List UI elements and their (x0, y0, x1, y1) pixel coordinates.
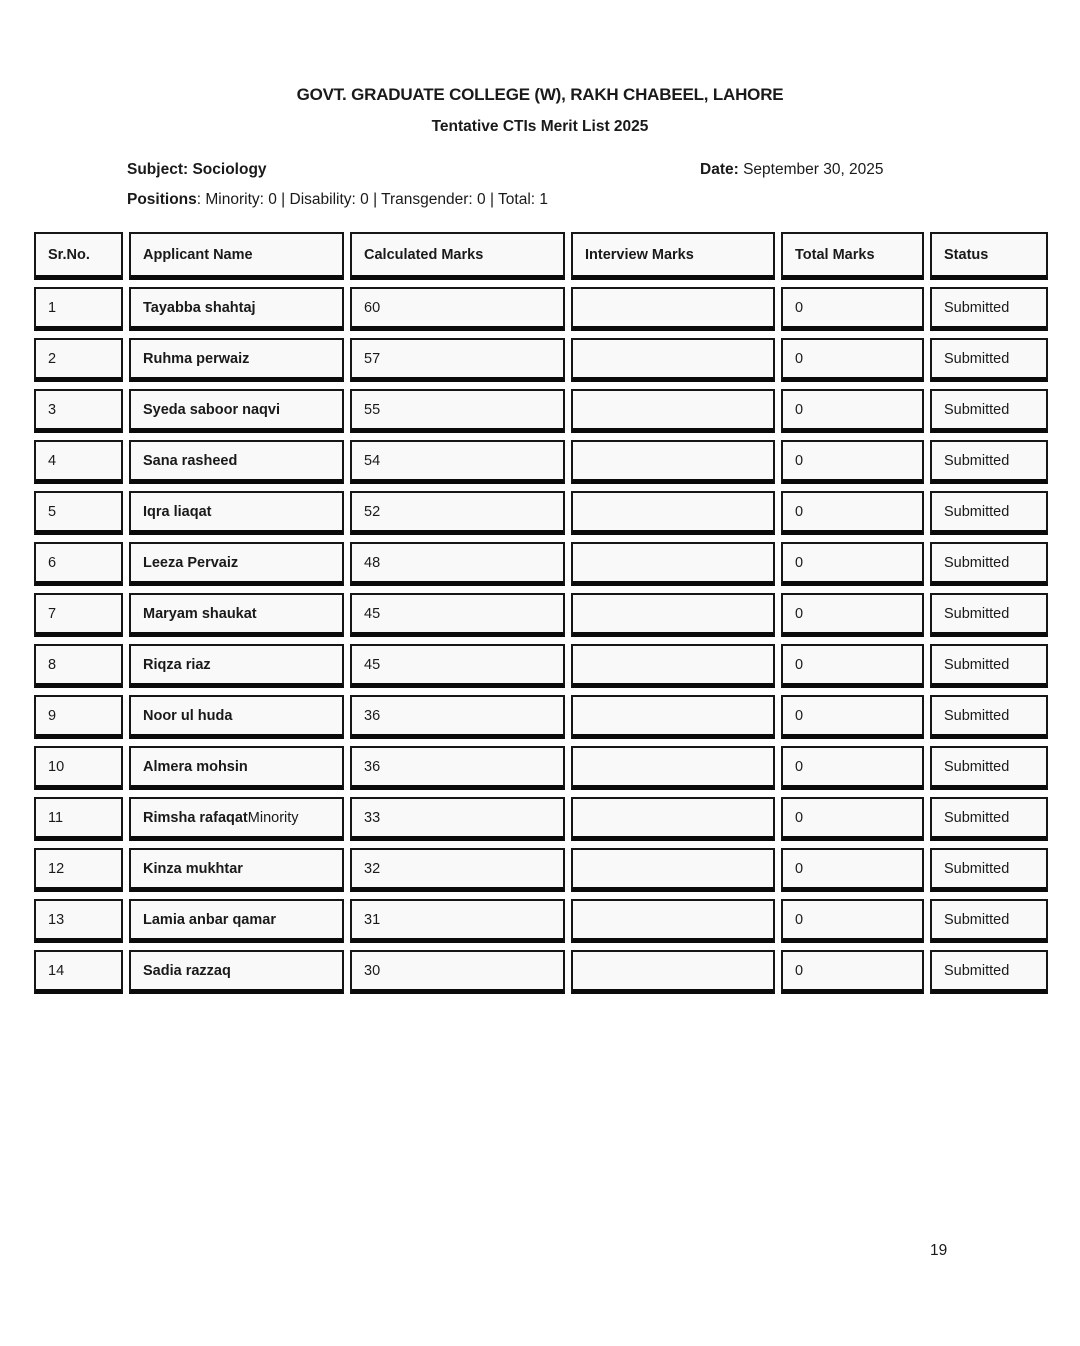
applicant-name: Iqra liaqat (143, 503, 212, 520)
document-subtitle: Tentative CTIs Merit List 2025 (431, 118, 649, 135)
positions-line (127, 191, 548, 209)
srno-cell: 6 (34, 542, 123, 586)
calculated-marks-cell: 57 (350, 338, 565, 382)
calculated-marks-cell: 33 (350, 797, 565, 841)
status-cell: Submitted (930, 797, 1048, 841)
total-marks-cell: 0 (781, 389, 924, 433)
interview-marks-cell (571, 746, 775, 790)
column-header-calculated-marks: Calculated Marks (350, 232, 565, 280)
status-cell: Submitted (930, 440, 1048, 484)
srno-cell: 1 (34, 287, 123, 331)
srno-cell: 3 (34, 389, 123, 433)
calculated-marks-cell: 52 (350, 491, 565, 535)
calculated-marks-cell: 54 (350, 440, 565, 484)
applicant-name-suffix: Minority (247, 809, 299, 826)
date-line (700, 161, 884, 179)
interview-marks-cell (571, 695, 775, 739)
subject-date-row (127, 161, 957, 183)
subject-label: Subject: (127, 161, 189, 178)
total-marks-cell: 0 (781, 593, 924, 637)
applicant-name-cell (129, 695, 344, 739)
column-header-total-marks: Total Marks (781, 232, 924, 280)
status-cell: Submitted (930, 695, 1048, 739)
calculated-marks-cell: 36 (350, 746, 565, 790)
status-cell: Submitted (930, 746, 1048, 790)
total-marks-cell: 0 (781, 797, 924, 841)
status-cell: Submitted (930, 491, 1048, 535)
status-cell: Submitted (930, 338, 1048, 382)
srno-cell: 12 (34, 848, 123, 892)
status-cell: Submitted (930, 542, 1048, 586)
applicant-name: Ruhma perwaiz (143, 350, 250, 367)
srno-cell: 13 (34, 899, 123, 943)
applicant-name: Syeda saboor naqvi (143, 401, 280, 418)
page-number: 19 (930, 1242, 948, 1259)
applicant-name-cell (129, 287, 344, 331)
srno-cell: 14 (34, 950, 123, 994)
calculated-marks-cell: 31 (350, 899, 565, 943)
applicant-name-cell (129, 542, 344, 586)
interview-marks-cell (571, 797, 775, 841)
applicant-name-cell (129, 491, 344, 535)
merit-table (34, 232, 1048, 994)
calculated-marks-cell: 45 (350, 593, 565, 637)
applicant-name: Maryam shaukat (143, 605, 257, 622)
interview-marks-cell (571, 593, 775, 637)
srno-cell: 2 (34, 338, 123, 382)
status-cell: Submitted (930, 389, 1048, 433)
applicant-name-cell (129, 644, 344, 688)
column-header-status: Status (930, 232, 1048, 280)
positions-label: Positions (127, 191, 197, 208)
calculated-marks-cell: 48 (350, 542, 565, 586)
total-marks-cell: 0 (781, 542, 924, 586)
applicant-name: Rimsha rafaqat (143, 809, 248, 826)
interview-marks-cell (571, 899, 775, 943)
srno-cell: 11 (34, 797, 123, 841)
srno-cell: 7 (34, 593, 123, 637)
applicant-name-cell (129, 797, 344, 841)
applicant-name-cell (129, 950, 344, 994)
applicant-name-cell (129, 746, 344, 790)
calculated-marks-cell: 45 (350, 644, 565, 688)
srno-cell: 4 (34, 440, 123, 484)
applicant-name: Tayabba shahtaj (143, 299, 256, 316)
applicant-name: Riqza riaz (143, 656, 211, 673)
column-header-interview-marks: Interview Marks (571, 232, 775, 280)
subject-line (127, 161, 267, 179)
applicant-name-cell (129, 848, 344, 892)
calculated-marks-cell: 36 (350, 695, 565, 739)
interview-marks-cell (571, 542, 775, 586)
applicant-name-cell (129, 440, 344, 484)
interview-marks-cell (571, 950, 775, 994)
positions-value: : Minority: 0 | Disability: 0 | Transgender: 0 | Total: 1 (196, 191, 548, 208)
calculated-marks-cell: 30 (350, 950, 565, 994)
total-marks-cell: 0 (781, 746, 924, 790)
applicant-name-cell (129, 899, 344, 943)
srno-cell: 10 (34, 746, 123, 790)
column-header-applicant-name: Applicant Name (129, 232, 344, 280)
interview-marks-cell (571, 848, 775, 892)
srno-cell: 5 (34, 491, 123, 535)
status-cell: Submitted (930, 644, 1048, 688)
total-marks-cell: 0 (781, 950, 924, 994)
interview-marks-cell (571, 644, 775, 688)
interview-marks-cell (571, 491, 775, 535)
total-marks-cell: 0 (781, 695, 924, 739)
calculated-marks-cell: 55 (350, 389, 565, 433)
interview-marks-cell (571, 338, 775, 382)
applicant-name: Kinza mukhtar (143, 860, 243, 877)
total-marks-cell: 0 (781, 338, 924, 382)
calculated-marks-cell: 60 (350, 287, 565, 331)
applicant-name: Lamia anbar qamar (143, 911, 276, 928)
applicant-name-cell (129, 389, 344, 433)
total-marks-cell: 0 (781, 899, 924, 943)
calculated-marks-cell: 32 (350, 848, 565, 892)
status-cell: Submitted (930, 287, 1048, 331)
applicant-name: Almera mohsin (143, 758, 248, 775)
applicant-name: Noor ul huda (143, 707, 233, 724)
status-cell: Submitted (930, 593, 1048, 637)
srno-cell: 8 (34, 644, 123, 688)
interview-marks-cell (571, 287, 775, 331)
status-cell: Submitted (930, 950, 1048, 994)
subject-value: Sociology (192, 161, 267, 178)
date-label: Date: (700, 161, 739, 178)
applicant-name-cell (129, 338, 344, 382)
interview-marks-cell (571, 440, 775, 484)
date-value: September 30, 2025 (743, 161, 884, 178)
total-marks-cell: 0 (781, 287, 924, 331)
document-title: GOVT. GRADUATE COLLEGE (W), RAKH CHABEEL, LAHORE (296, 85, 784, 104)
status-cell: Submitted (930, 848, 1048, 892)
total-marks-cell: 0 (781, 440, 924, 484)
applicant-name: Sana rasheed (143, 452, 238, 469)
srno-cell: 9 (34, 695, 123, 739)
column-header-srno: Sr.No. (34, 232, 123, 280)
applicant-name: Leeza Pervaiz (143, 554, 239, 571)
total-marks-cell: 0 (781, 848, 924, 892)
applicant-name: Sadia razzaq (143, 962, 231, 979)
applicant-name-cell (129, 593, 344, 637)
interview-marks-cell (571, 389, 775, 433)
status-cell: Submitted (930, 899, 1048, 943)
total-marks-cell: 0 (781, 491, 924, 535)
total-marks-cell: 0 (781, 644, 924, 688)
